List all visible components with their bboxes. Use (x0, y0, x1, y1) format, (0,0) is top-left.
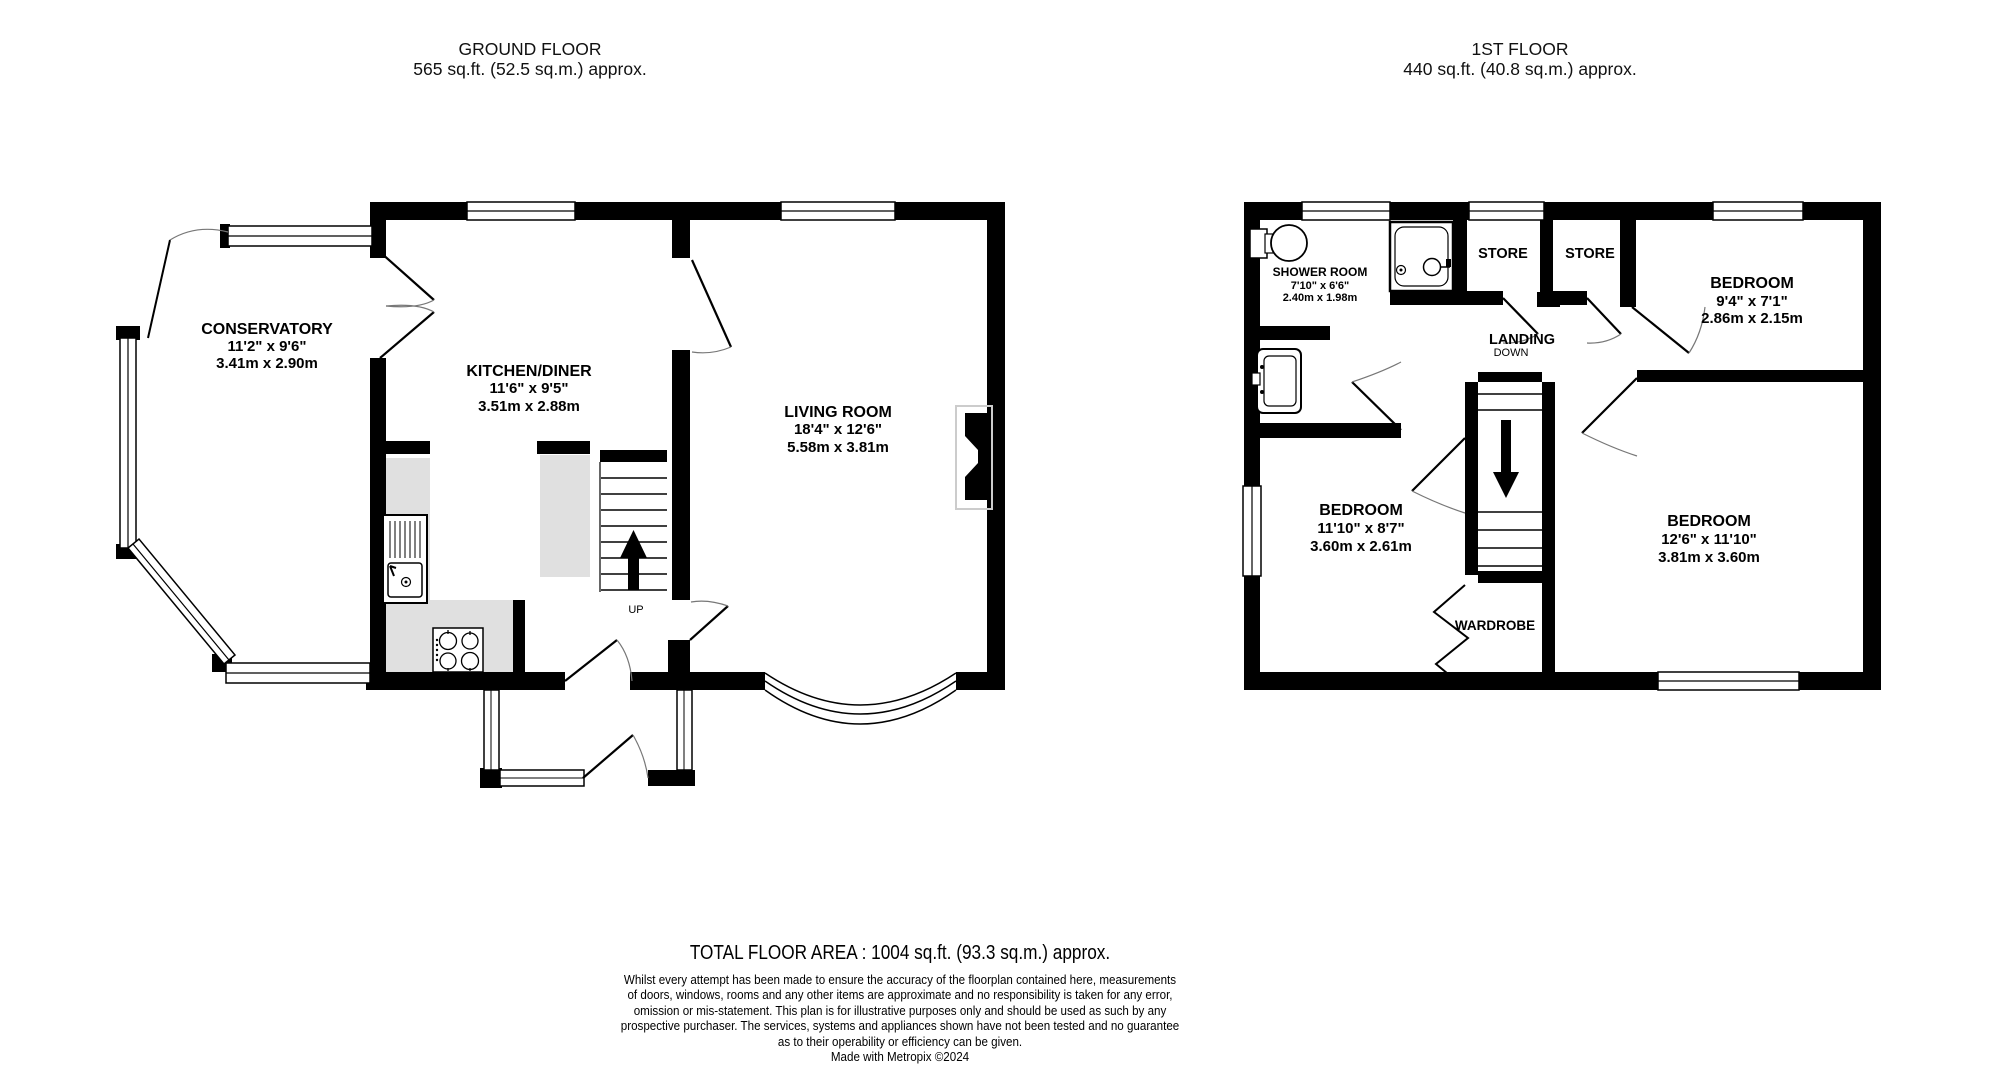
bedroom-br-imperial: 12'6" x 11'10" (1661, 531, 1757, 548)
store-2-door (1587, 298, 1621, 343)
porch-door (583, 735, 633, 778)
wardrobe-label: WARDROBE (1454, 618, 1536, 633)
kitchen-hob (433, 628, 483, 672)
shower-room-imperial: 7'10" x 6'6" (1290, 280, 1350, 292)
landing-down-label: DOWN (1493, 347, 1529, 359)
kitchen-cupboard (540, 455, 590, 577)
up-arrow-head (620, 530, 647, 558)
first-floor-title: 1ST FLOOR (1471, 39, 1569, 59)
living-room-metric: 5.58m x 3.81m (787, 439, 889, 456)
landing-label: LANDING (1488, 332, 1556, 348)
bedroom-br-name: BEDROOM (1667, 513, 1751, 530)
living-room-bay-window (765, 673, 956, 724)
store-2-label: STORE (1565, 246, 1615, 262)
disclaimer-line: of doors, windows, rooms and any other items are approximate and no responsibility is taken for any error, (627, 987, 1173, 1003)
kitchen-imperial: 11'6" x 9'5" (489, 380, 569, 397)
stairs-down (1478, 394, 1542, 566)
bedroom-tr-metric: 2.86m x 2.15m (1701, 310, 1803, 327)
bedroom-bl-imperial: 11'10" x 8'7" (1317, 520, 1405, 537)
disclaimer-line: prospective purchaser. The services, systems and appliances shown have not been tested and no guarantee (620, 1018, 1180, 1034)
metropix-credit: Made with Metropix ©2024 (830, 1049, 970, 1065)
shower-room-door (1352, 362, 1401, 430)
down-arrow-shaft (1501, 420, 1511, 474)
bedroom-tr-name: BEDROOM (1710, 275, 1794, 292)
kitchen-door (692, 260, 731, 353)
disclaimer-line: Whilst every attempt has been made to ensure the accuracy of the floorplan contained here, measurements (623, 972, 1177, 987)
kitchen-metric: 3.51m x 2.88m (478, 398, 580, 415)
front-door (565, 640, 632, 681)
basin-icon (1252, 349, 1301, 413)
bedroom-bl-name: BEDROOM (1319, 502, 1403, 519)
first-floor-doors (1352, 298, 1705, 513)
bedroom-tr-imperial: 9'4" x 7'1" (1716, 293, 1788, 310)
fireplace (956, 406, 992, 509)
down-arrow-head (1493, 472, 1519, 498)
conservatory-metric: 3.41m x 2.90m (216, 355, 318, 372)
hall-living-door (690, 601, 728, 640)
living-room-imperial: 18'4" x 12'6" (793, 421, 883, 438)
living-room-name: LIVING ROOM (784, 404, 892, 421)
store-1-label: STORE (1478, 246, 1528, 262)
disclaimer-line: omission or mis-statement. This plan is for illustrative purposes only and should be used as such by any (633, 1002, 1167, 1018)
ground-floor-plan (116, 202, 1005, 788)
shower-room-name: SHOWER ROOM (1272, 265, 1368, 279)
disclaimer-line: as to their operability or efficiency can be given. (777, 1033, 1023, 1049)
kitchen-name: KITCHEN/DINER (466, 363, 592, 380)
bedroom-bottom-right-door (1582, 378, 1637, 456)
kitchen-sink (383, 515, 427, 603)
conservatory-name: CONSERVATORY (201, 321, 333, 338)
shower-room-metric: 2.40m x 1.98m (1282, 292, 1358, 304)
disclaimer (530, 972, 1269, 1064)
toilet-icon (1250, 225, 1307, 261)
total-floor-area: TOTAL FLOOR AREA : 1004 sq.ft. (93.3 sq.m.) approx. (689, 942, 1111, 964)
bedroom-br-metric: 3.81m x 3.60m (1658, 549, 1760, 566)
ground-floor-area: 565 sq.ft. (52.5 sq.m.) approx. (413, 58, 647, 79)
bedroom-bottom-left-door (1412, 438, 1465, 513)
first-floor-area: 440 sq.ft. (40.8 sq.m.) approx. (1403, 58, 1637, 79)
shower-icon (1390, 222, 1453, 291)
stairs-up-label: UP (628, 604, 644, 616)
conservatory-french-doors (380, 252, 434, 358)
conservatory-imperial: 11'2" x 9'6" (227, 338, 307, 355)
first-floor-plan (1243, 202, 1881, 690)
bedroom-bl-metric: 3.60m x 2.61m (1310, 538, 1412, 555)
bedroom-top-right-door (1632, 307, 1705, 353)
ground-floor-title: GROUND FLOOR (458, 39, 602, 59)
up-arrow-shaft (628, 554, 639, 590)
stairs-up (600, 462, 667, 592)
